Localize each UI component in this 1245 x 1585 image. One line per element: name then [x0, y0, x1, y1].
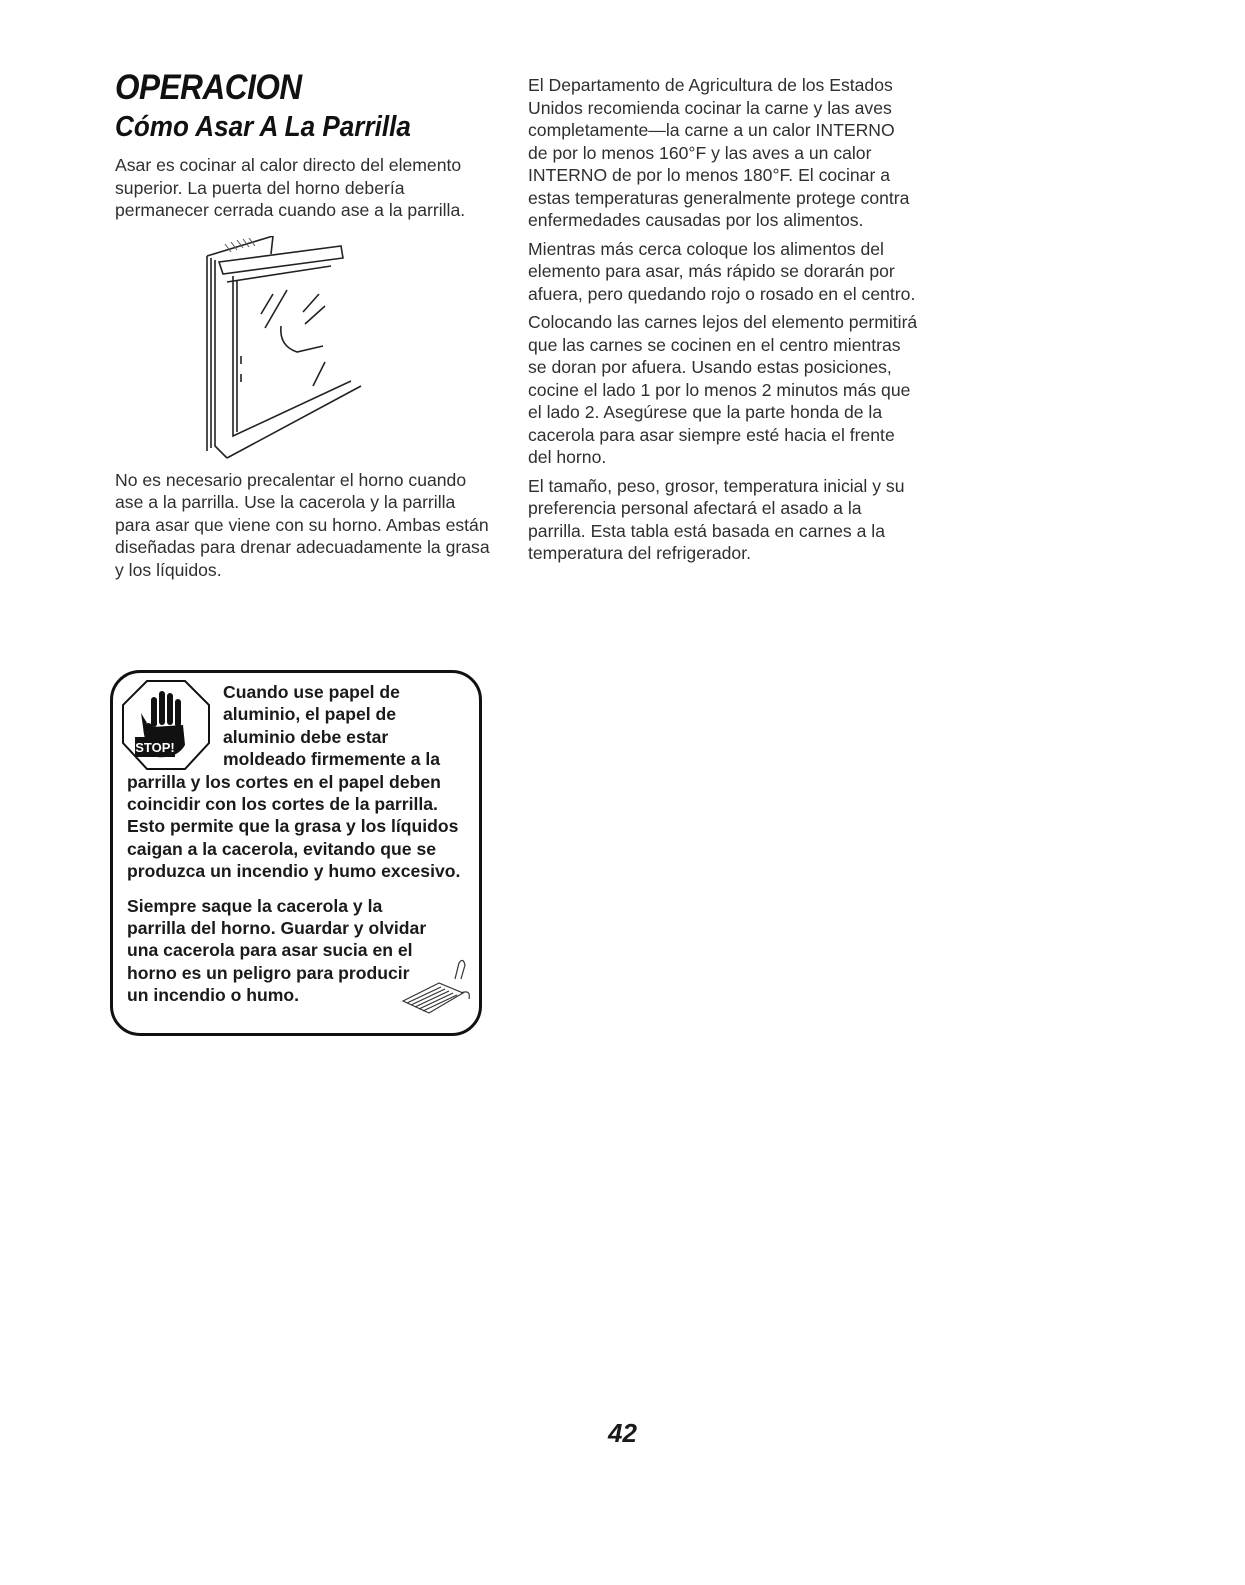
- positions-paragraph: Colocando las carnes lejos del elemento permitirá que las carnes se cocinen en el centro mientras se doran por afuera. Usando estas posiciones, cocine el lado 1 por lo menos 2 minutos más que el lado 2. Asegúrese que la parte honda de la cacerola para asar siempre esté hacia el frente del horno.: [528, 312, 918, 467]
- oven-door-illustration: [201, 236, 371, 461]
- warning-paragraph-2: Siempre saque la cacerola y la parrilla del horno. Guardar y olvidar una cacerola para asar sucia en el horno es un peligro para producir un incendio o humo.: [127, 895, 427, 1006]
- section-subtitle: Cómo Asar A La Parrilla: [115, 111, 411, 143]
- intro-paragraph: Asar es cocinar al calor directo del elemento superior. La puerta del horno debería permanecer cerrada cuando ase a la parrilla.: [115, 155, 466, 220]
- warning-heading-block: [223, 681, 467, 771]
- warning-paragraph-1-tail: parrilla y los cortes en el papel deben coincidir con los cortes de la parrilla. Esto permite que la grasa y los líquidos caigan a la cacerola, evitando que se produzca un incendio y humo excesivo.: [127, 771, 461, 882]
- distance-paragraph: Mientras más cerca coloque los alimentos del elemento para asar, más rápido se dorarán por afuera, pero quedando rojo o rosado en el centro.: [528, 238, 916, 304]
- page-number: 42: [608, 1418, 637, 1448]
- stop-hand-icon: [121, 679, 211, 771]
- preheat-paragraph: No es necesario precalentar el horno cuando ase a la parrilla. Use la cacerola y la parrilla para asar que viene con su horno. Ambas están diseñadas para drenar adecuadamente la grasa y los líquidos.: [115, 469, 490, 580]
- right-column: [528, 74, 918, 571]
- left-column: [115, 68, 490, 587]
- warning-box: [110, 670, 482, 1036]
- factors-paragraph: El tamaño, peso, grosor, temperatura inicial y su preferencia personal afectará el asado a la parrilla. Esta tabla está basada en carnes a la temperatura del refrigerador.: [528, 475, 905, 563]
- usda-paragraph: El Departamento de Agricultura de los Estados Unidos recomienda cocinar la carne y las aves completamente—la carne a un calor INTERNO de por lo menos 160°F y las aves a un calor INTERNO de por lo menos 180°F. El cocinar a estas temperaturas generalmente protege contra enfermedades causadas por los alimentos.: [528, 75, 910, 230]
- stop-label: STOP!: [135, 740, 175, 755]
- warning-paragraph-1-head: Cuando use papel de aluminio, el papel de aluminio debe estar moldeado firmemente a la: [223, 682, 441, 770]
- broiler-pan-icon: [399, 953, 473, 1019]
- section-title: OPERACION: [115, 68, 302, 107]
